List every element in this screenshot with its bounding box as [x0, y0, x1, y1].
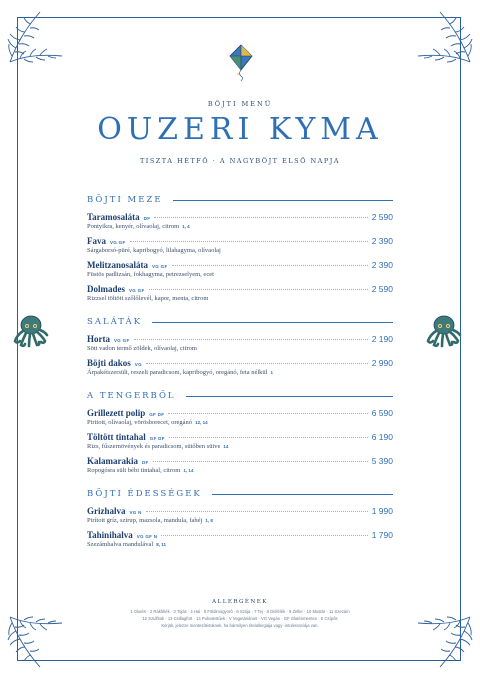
- allergen-note: Kérjük, jelezze mentesítésüknek, ha bármilyen ételallergiája vagy -intoleranciája van.: [161, 623, 319, 628]
- allergen-list: 1 Glutén · 2 Rákfélék · 3 Tojás · 4 Hal · 5 Földimogyoró · 6 Szója · 7 Tej · 8 Diófélék · 9 Zeller · 10 Mustár · 11 Szezám: [130, 609, 350, 614]
- item-price: 6 590: [371, 408, 393, 418]
- item-description: Ropogósra sült bébi tintahal, citrom: [87, 467, 181, 474]
- section-title: A TENGERBŐL: [87, 391, 176, 401]
- menu-item: [87, 530, 393, 548]
- section-title: BÖJTI MEZE: [87, 195, 163, 205]
- menu-content: [87, 190, 393, 558]
- octopus-icon: [425, 314, 463, 350]
- section-header: [87, 312, 393, 332]
- item-description: Rizzsel töltött szőlőlevél, kapor, menta, citrom: [87, 295, 209, 302]
- menu-item: [87, 334, 393, 352]
- item-price: 1 990: [371, 506, 393, 516]
- leaf-branch-icon: [6, 613, 66, 673]
- item-description: Piritott, olívaolaj, vörösborecet, oregánó: [87, 419, 193, 426]
- item-tags: DF: [142, 460, 149, 465]
- item-price: 2 590: [371, 212, 393, 222]
- menu-item: [87, 236, 393, 254]
- item-tags: VG GF N: [136, 534, 158, 539]
- item-allergens: 1: [270, 370, 274, 375]
- item-price: 2 990: [371, 358, 393, 368]
- item-name: Grillezett polip: [87, 408, 146, 418]
- item-tags: GF DF: [149, 436, 165, 441]
- item-description: Rizs, fűszernövények és paradicsom, sütőben sütve: [87, 443, 221, 450]
- menu-eyebrow: BÖJTI MENÜ: [207, 100, 273, 108]
- leaf-branch-icon: [6, 6, 66, 66]
- item-description: Szezámhalva mandulával: [87, 541, 154, 548]
- item-tags: VG: [134, 362, 142, 367]
- leaf-branch-icon: [414, 6, 474, 66]
- menu-item: [87, 432, 393, 450]
- item-name: Taramosaláta: [87, 212, 140, 222]
- item-name: Melitzanosaláta: [87, 260, 148, 270]
- item-name: Töltött tintahal: [87, 432, 146, 442]
- item-tags: VG GF: [152, 264, 168, 269]
- item-name: Fava: [87, 236, 106, 246]
- item-price: 2 390: [371, 236, 393, 246]
- section-divider: [186, 396, 393, 397]
- leader-dots: [154, 217, 367, 218]
- item-name: Kalamarakia: [87, 456, 138, 466]
- menu-item: [87, 284, 393, 302]
- item-allergens: 12, 14: [195, 420, 208, 425]
- menu-item: [87, 358, 393, 376]
- item-name: Grizhalva: [87, 506, 126, 516]
- leader-dots: [172, 265, 368, 266]
- allergen-legend: [70, 599, 410, 629]
- item-price: 5 390: [371, 456, 393, 466]
- item-allergens: 14: [223, 444, 229, 449]
- item-price: 2 190: [371, 334, 393, 344]
- menu-item: [87, 212, 393, 230]
- menu-section: [87, 312, 393, 376]
- leader-dots: [134, 339, 368, 340]
- item-allergens: 1, 8: [205, 518, 213, 523]
- item-tags: VG GF: [110, 240, 126, 245]
- menu-item: [87, 456, 393, 474]
- section-title: BÖJTI ÉDESSÉGEK: [87, 489, 202, 499]
- item-price: 1 790: [371, 530, 393, 540]
- menu-subtitle: TISZTA HÉTFŐ · A NAGYBÖJT ELSŐ NAPJA: [139, 157, 341, 165]
- item-description: Árpakétszersült, reszelt paradicsom, kapribogyó, oregánó, feta nélkül: [87, 369, 268, 376]
- item-tags: DF: [143, 216, 151, 221]
- item-price: 2 590: [371, 284, 393, 294]
- item-name: Tahinihalva: [87, 530, 133, 540]
- item-name: Böjti dakos: [87, 358, 131, 368]
- leader-dots: [168, 413, 367, 414]
- allergen-list: 12 Szulfitok · 13 Csillagfürt · 14 Puhatestűek · V Vegetáriánus · VG Vegán · GF Gluténmentes · S Csípős: [142, 616, 338, 621]
- item-name: Dolmades: [87, 284, 125, 294]
- menu-section: [87, 386, 393, 474]
- item-description: Pontyikra, kenyér, olívaolaj, citrom: [87, 223, 180, 230]
- section-header: [87, 190, 393, 210]
- section-header: [87, 484, 393, 504]
- item-tags: VG N: [129, 510, 142, 515]
- kite-icon: [228, 44, 254, 82]
- leader-dots: [149, 289, 368, 290]
- leader-dots: [146, 363, 368, 364]
- item-tags: VG GF: [129, 288, 145, 293]
- leader-dots: [153, 461, 368, 462]
- section-divider: [173, 200, 393, 201]
- item-allergens: 8, 11: [156, 542, 167, 547]
- menu-section: [87, 484, 393, 548]
- menu-item: [87, 260, 393, 278]
- leader-dots: [130, 241, 368, 242]
- menu-item: [87, 506, 393, 524]
- leaf-branch-icon: [414, 613, 474, 673]
- item-name: Horta: [87, 334, 110, 344]
- leader-dots: [161, 535, 367, 536]
- allergen-title: ALLERGÉNEK: [212, 599, 268, 605]
- item-tags: VG GF: [114, 338, 130, 343]
- section-divider: [212, 494, 393, 495]
- leader-dots: [146, 511, 368, 512]
- section-title: SALÁTÁK: [87, 317, 142, 327]
- item-tags: GF DF: [149, 412, 165, 417]
- item-description: Sött vadon termő zöldek, olívaolaj, citrom: [87, 345, 197, 352]
- octopus-icon: [12, 314, 50, 350]
- section-divider: [152, 322, 393, 323]
- section-header: [87, 386, 393, 406]
- item-price: 2 390: [371, 260, 393, 270]
- item-allergens: 1, 4: [182, 224, 190, 229]
- item-description: Füstös padlizsán, fokhagyma, petrezselyem, ecet: [87, 271, 214, 278]
- item-description: Pirított gríz, szirup, mazsola, mandula, fahéj: [87, 517, 203, 524]
- menu-item: [87, 408, 393, 426]
- item-description: Sárgaborsó-püré, kapribogyó, lilahagyma, olívaolaj: [87, 247, 221, 254]
- leader-dots: [169, 437, 368, 438]
- menu-section: [87, 190, 393, 302]
- item-allergens: 1, 14: [183, 468, 194, 473]
- restaurant-title: OUZERI KYMA: [97, 112, 383, 147]
- item-price: 6 190: [371, 432, 393, 442]
